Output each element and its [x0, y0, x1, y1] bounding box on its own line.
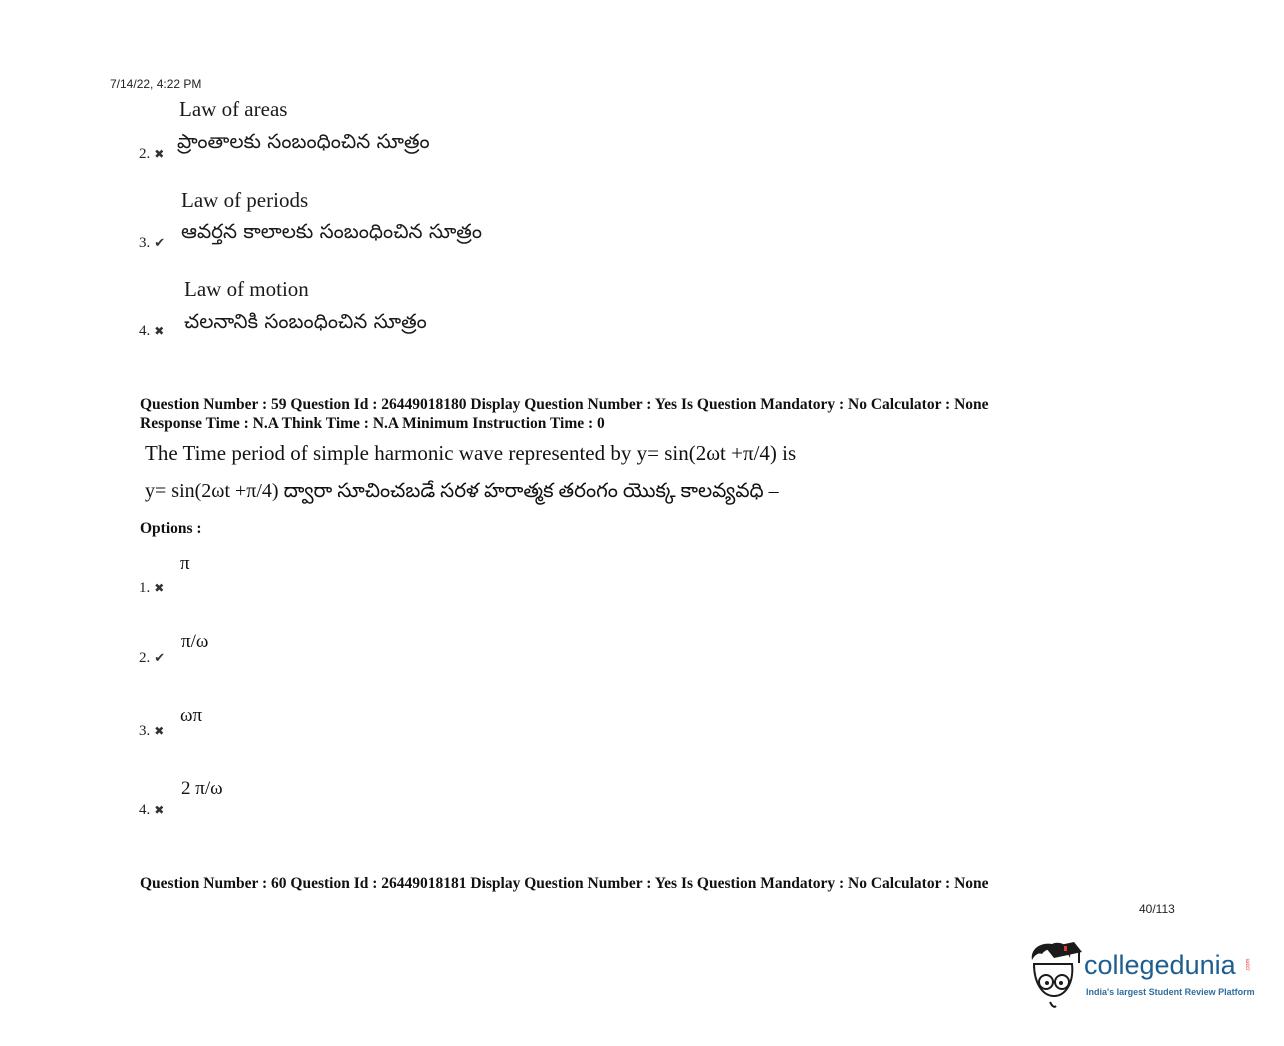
answer-option-row-3 [139, 722, 164, 740]
option-number: 3. [139, 235, 151, 251]
option-number: 2. [139, 146, 151, 162]
question-meta-line2: Response Time : N.A Think Time : N.A Minimum Instruction Time : 0 [140, 415, 605, 432]
answer-option-4-value: 2 π/ω [181, 778, 223, 799]
option-2-telugu: ప్రాంతాలకు సంబంధించిన సూత్రం [177, 129, 430, 153]
check-mark-icon: ✔ [154, 236, 166, 251]
print-timestamp: 7/14/22, 4:22 PM [110, 77, 202, 91]
answer-option-row-1 [139, 579, 164, 597]
cross-mark-icon: ✖ [154, 581, 165, 595]
option-number: 4. [139, 323, 151, 339]
collegedunia-mascot-logo-icon [1024, 938, 1086, 1010]
option-number: 1. [139, 580, 151, 596]
option-3-english: Law of periods [181, 188, 309, 212]
answer-option-3-value: ωπ [180, 705, 203, 726]
option-number: 4. [139, 802, 151, 818]
option-number: 2. [139, 650, 151, 666]
answer-option-row-2 [139, 649, 165, 667]
option-3-telugu: ఆవర్తన కాలాలకు సంబంధించిన సూత్రం [181, 219, 483, 243]
answer-option-2-value: π/ω [181, 631, 209, 652]
option-4-english: Law of motion [184, 277, 309, 301]
question-text-telugu: y= sin(2ωt +π/4) ద్వారా సూచించబడే సరళ హరాత్మక తరంగం యొక్క కాలవ్యవధి – [145, 480, 779, 502]
answer-option-row-4 [139, 801, 164, 819]
next-question-meta-line1: Question Number : 60 Question Id : 26449018181 Display Question Number : Yes Is Question Mandatory : No Calculator : None [140, 875, 989, 892]
question-text-english: The Time period of simple harmonic wave represented by y= sin(2ωt +π/4) is [145, 441, 797, 465]
page-number: 40/113 [1139, 902, 1175, 916]
option-number: 3. [139, 723, 151, 739]
cross-mark-icon: ✖ [154, 724, 165, 738]
cross-mark-icon: ✖ [154, 324, 165, 338]
cross-mark-icon: ✖ [154, 803, 165, 817]
brand-tagline: India's largest Student Review Platform [1086, 987, 1255, 997]
cross-mark-icon: ✖ [154, 147, 165, 161]
option-row-2 [139, 145, 164, 163]
brand-suffix: .com [1245, 958, 1252, 972]
option-row-4 [139, 322, 164, 340]
option-4-telugu: చలనానికి సంబంధించిన సూత్రం [184, 309, 427, 333]
option-2-english: Law of areas [179, 97, 288, 121]
answer-option-1-value: π [180, 553, 190, 574]
option-row-3 [139, 234, 165, 252]
brand-name: collegedunia [1084, 950, 1236, 980]
check-mark-icon: ✔ [154, 651, 166, 666]
question-meta-line1: Question Number : 59 Question Id : 26449018180 Display Question Number : Yes Is Question Mandatory : No Calculator : None [140, 396, 989, 413]
options-label: Options : [140, 520, 202, 537]
